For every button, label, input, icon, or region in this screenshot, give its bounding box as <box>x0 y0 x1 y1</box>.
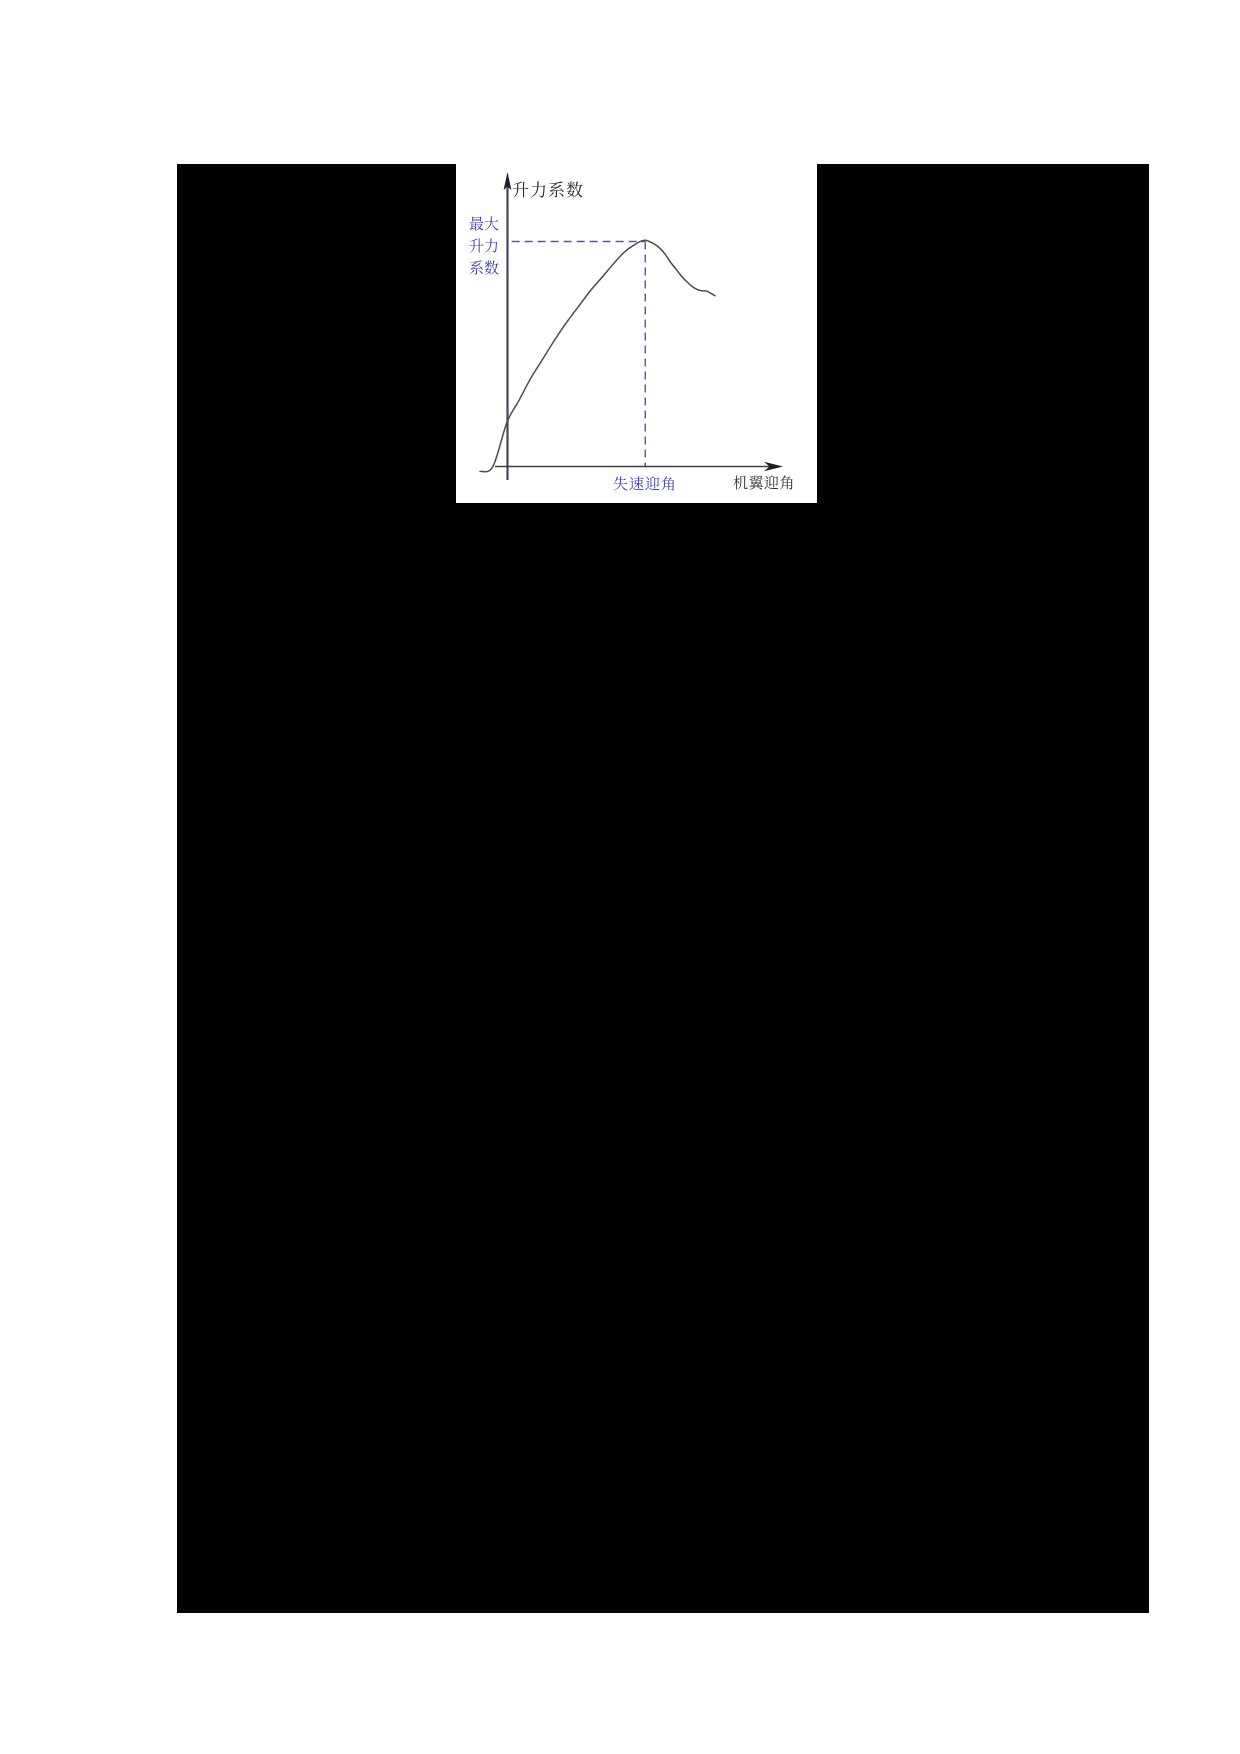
image-dark-background <box>177 164 1149 1613</box>
y-axis-label: 升力系数 <box>512 181 584 201</box>
x-axis-label: 机翼迎角 <box>733 474 796 492</box>
max-lift-annotation-line3: 系数 <box>468 259 499 277</box>
stall-angle-label: 失速迎角 <box>613 475 678 493</box>
lift-coefficient-chart <box>456 164 817 503</box>
max-lift-annotation-line2: 升力 <box>468 237 499 255</box>
lift-curve-path <box>480 240 715 472</box>
lift-curve-plot <box>456 164 817 503</box>
max-lift-annotation-line1: 最大 <box>468 215 499 233</box>
max-lift-annotation <box>465 213 503 279</box>
